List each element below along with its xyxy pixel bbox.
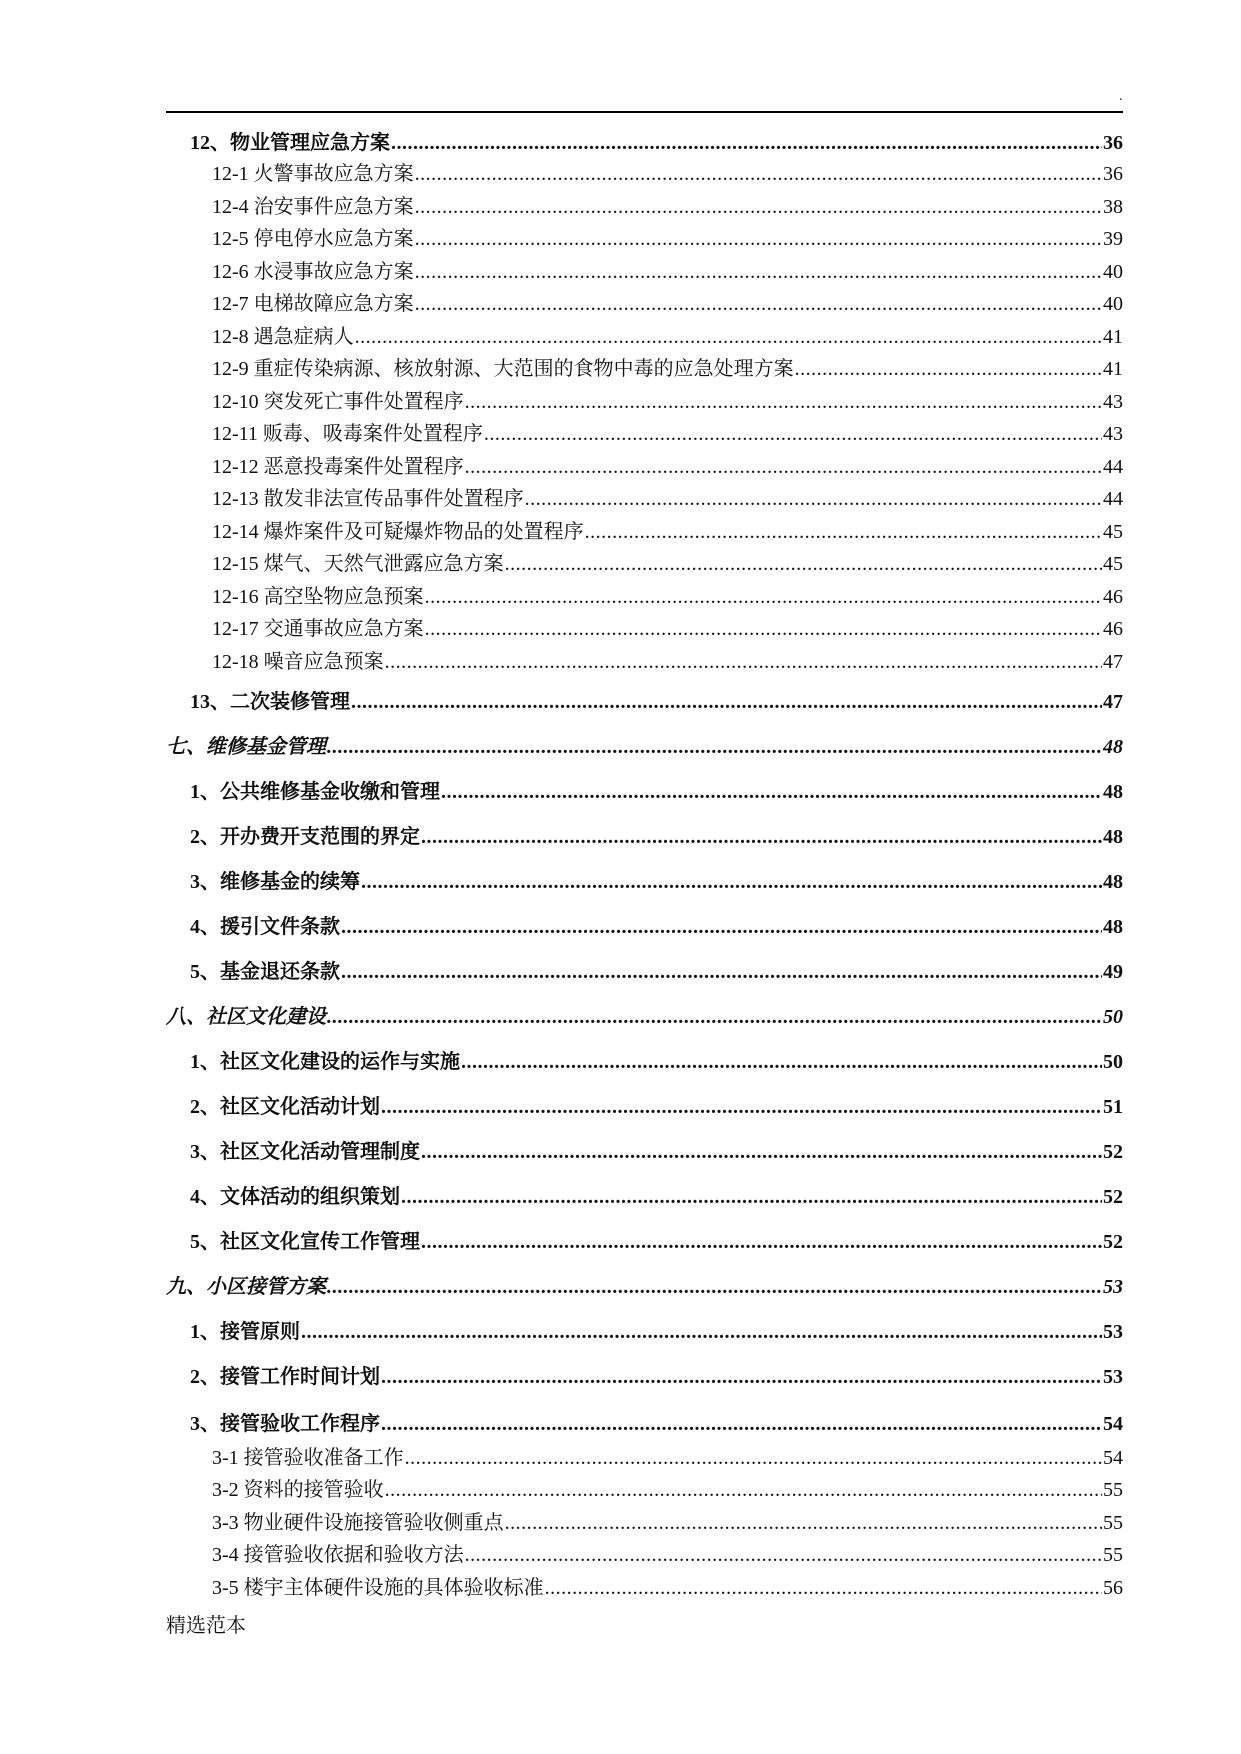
toc-entry[interactable] — [166, 1355, 1123, 1400]
toc-entry[interactable] — [166, 451, 1123, 484]
toc-entry-page: 43 — [1103, 390, 1123, 413]
toc-entry[interactable] — [166, 905, 1123, 950]
toc-entry[interactable] — [166, 1175, 1123, 1220]
toc-entry-label: 3-1 接管验收准备工作 — [212, 1446, 404, 1469]
toc-entry-label: 12-4 治安事件应急方案 — [212, 195, 414, 218]
toc-entry[interactable] — [166, 770, 1123, 815]
toc-entry-page: 41 — [1103, 325, 1123, 348]
toc-entry[interactable] — [166, 1507, 1123, 1540]
toc-entry-label: 2、接管工作时间计划 — [190, 1365, 380, 1388]
toc-entry[interactable] — [166, 581, 1123, 614]
toc-entry-page: 40 — [1103, 293, 1123, 315]
toc-entry-label: 12-6 水浸事故应急方案 — [212, 260, 414, 283]
toc-leader — [545, 1572, 1102, 1605]
toc-entry-label: 5、社区文化宣传工作管理 — [190, 1230, 420, 1253]
toc-entry[interactable] — [166, 725, 1123, 770]
toc-leader — [327, 725, 1102, 770]
toc-entry[interactable] — [166, 646, 1123, 680]
toc-leader — [355, 321, 1102, 354]
toc-entry-page: 45 — [1103, 520, 1123, 543]
toc-entry-page: 52 — [1103, 1140, 1123, 1163]
toc-leader — [465, 1539, 1102, 1572]
toc-entry[interactable] — [166, 223, 1123, 256]
toc-leader — [505, 548, 1102, 581]
toc-entry[interactable] — [166, 613, 1123, 646]
toc-entry-page: 48 — [1103, 735, 1123, 758]
toc-entry-page: 47 — [1103, 690, 1123, 713]
toc-entry-page: 53 — [1103, 1275, 1123, 1298]
toc-leader — [441, 770, 1102, 815]
header-corner-mark: . — [1119, 89, 1123, 104]
toc-entry[interactable] — [166, 1265, 1123, 1310]
toc-entry[interactable] — [166, 950, 1123, 995]
toc-entry-page: 55 — [1103, 1479, 1123, 1501]
toc-entry-label: 12、物业管理应急方案 — [190, 132, 390, 154]
toc-entry-label: 九、小区接管方案 — [166, 1275, 326, 1298]
toc-entry-page: 45 — [1103, 553, 1123, 575]
toc-entry[interactable] — [166, 1474, 1123, 1507]
toc-entry-page: 52 — [1103, 1185, 1123, 1208]
toc-entry-label: 12-8 遇急症病人 — [212, 325, 354, 348]
toc-entry-page: 38 — [1103, 195, 1123, 218]
toc-leader — [381, 1400, 1102, 1448]
toc-entry[interactable] — [166, 353, 1123, 386]
toc-entry-label: 3-3 物业硬件设施接管验收侧重点 — [212, 1511, 504, 1534]
toc-entry-page: 53 — [1103, 1320, 1123, 1343]
footer-text: 精选范本 — [166, 1615, 246, 1637]
toc-entry-page: 41 — [1103, 358, 1123, 380]
toc-entry[interactable] — [166, 128, 1123, 158]
toc-leader — [351, 680, 1102, 725]
toc-entry[interactable] — [166, 418, 1123, 451]
toc-leader — [327, 1265, 1102, 1310]
toc-leader — [385, 1474, 1102, 1507]
toc-entry-label: 12-13 散发非法宣传品事件处置程序 — [212, 488, 524, 510]
toc-entry-label: 3、接管验收工作程序 — [190, 1412, 380, 1435]
toc-entry[interactable] — [166, 815, 1123, 860]
toc-entry-label: 1、接管原则 — [190, 1320, 300, 1343]
toc-entry-label: 12-9 重症传染病源、核放射源、大范围的食物中毒的应急处理方案 — [212, 358, 794, 380]
toc-entry-label: 12-14 爆炸案件及可疑爆炸物品的处置程序 — [212, 520, 584, 543]
toc-entry[interactable] — [166, 288, 1123, 321]
toc-leader — [405, 1442, 1102, 1475]
toc-entry[interactable] — [166, 680, 1123, 725]
toc-leader — [421, 1220, 1102, 1265]
toc-leader — [391, 128, 1102, 158]
toc-leader — [415, 223, 1102, 256]
header-rule — [166, 111, 1123, 113]
toc-entry-page: 47 — [1103, 650, 1123, 673]
toc-leader — [465, 451, 1102, 484]
toc-entry-page: 36 — [1103, 163, 1123, 185]
toc-entry-page: 46 — [1103, 618, 1123, 640]
toc-entry[interactable] — [166, 256, 1123, 289]
toc-entry-page: 48 — [1103, 870, 1123, 893]
toc-leader — [795, 353, 1102, 386]
toc-entry-label: 12-18 噪音应急预案 — [212, 650, 384, 673]
toc-leader — [465, 386, 1102, 419]
toc-entry[interactable] — [166, 1220, 1123, 1265]
toc-entry-page: 52 — [1103, 1230, 1123, 1253]
toc-entry-label: 七、维修基金管理 — [166, 735, 326, 758]
toc-leader — [385, 646, 1102, 679]
toc-entry[interactable] — [166, 995, 1123, 1040]
toc-entry-label: 12-11 贩毒、吸毒案件处置程序 — [212, 423, 483, 445]
toc-entry-label: 3-2 资料的接管验收 — [212, 1479, 384, 1501]
toc-entry-page: 56 — [1103, 1576, 1123, 1599]
toc-entry[interactable] — [166, 483, 1123, 516]
toc-entry[interactable] — [166, 860, 1123, 905]
toc-entry[interactable] — [166, 1442, 1123, 1475]
toc-entry-label: 12-5 停电停水应急方案 — [212, 228, 414, 250]
toc-entry[interactable] — [166, 386, 1123, 419]
toc-entry-page: 49 — [1103, 960, 1123, 983]
toc-entry-page: 44 — [1103, 488, 1123, 510]
toc-entry[interactable] — [166, 1400, 1123, 1442]
toc-entry-page: 54 — [1103, 1412, 1123, 1435]
toc-entry-page: 54 — [1103, 1446, 1123, 1469]
toc-entry-label: 12-12 恶意投毒案件处置程序 — [212, 455, 464, 478]
toc-entry-page: 55 — [1103, 1544, 1123, 1566]
toc-entry-label: 12-15 煤气、天然气泄露应急方案 — [212, 553, 504, 575]
toc-entry-page: 50 — [1103, 1005, 1123, 1028]
toc-leader — [415, 288, 1102, 321]
toc-entry-label: 12-10 突发死亡事件处置程序 — [212, 390, 464, 413]
toc-entry-label: 2、开办费开支范围的界定 — [190, 825, 420, 848]
toc-entry-label: 12-17 交通事故应急方案 — [212, 618, 424, 640]
toc-entry-page: 36 — [1103, 132, 1123, 154]
toc-leader — [301, 1310, 1102, 1355]
toc-entry-page: 48 — [1103, 825, 1123, 848]
toc-entry-label: 5、基金退还条款 — [190, 960, 340, 983]
toc-leader — [484, 418, 1102, 451]
toc-entry-label: 12-16 高空坠物应急预案 — [212, 585, 424, 608]
toc-leader — [525, 483, 1102, 516]
toc-leader — [415, 256, 1102, 289]
toc-entry-label: 4、文体活动的组织策划 — [190, 1185, 400, 1208]
toc-leader — [421, 1130, 1102, 1175]
toc-entry-label: 3-5 楼宇主体硬件设施的具体验收标准 — [212, 1576, 544, 1599]
toc-entry[interactable] — [166, 548, 1123, 581]
toc-leader — [341, 950, 1102, 995]
toc-entry-page: 48 — [1103, 780, 1123, 803]
toc-leader — [421, 815, 1102, 860]
toc-leader — [415, 191, 1102, 224]
toc-entry-label: 3-4 接管验收依据和验收方法 — [212, 1544, 464, 1566]
toc-entry-label: 3、维修基金的续筹 — [190, 870, 360, 893]
toc-leader — [425, 581, 1102, 614]
toc-entry[interactable] — [166, 158, 1123, 191]
toc-leader — [361, 860, 1102, 905]
toc-entry-page: 51 — [1103, 1095, 1123, 1118]
toc-entry-label: 3、社区文化活动管理制度 — [190, 1140, 420, 1163]
toc-entry[interactable] — [166, 1040, 1123, 1085]
toc-entry-page: 39 — [1103, 228, 1123, 250]
toc-entry-label: 12-7 电梯故障应急方案 — [212, 293, 414, 315]
toc-entry[interactable] — [166, 1572, 1123, 1605]
toc-leader — [401, 1175, 1102, 1220]
toc-entry-label: 八、社区文化建设 — [166, 1005, 326, 1028]
toc-entry-label: 1、社区文化建设的运作与实施 — [190, 1050, 460, 1073]
toc-entry-page: 46 — [1103, 585, 1123, 608]
toc-leader — [425, 613, 1102, 646]
toc-entry-page: 53 — [1103, 1365, 1123, 1388]
toc-entry[interactable] — [166, 1310, 1123, 1355]
toc-leader — [585, 516, 1102, 549]
toc-leader — [341, 905, 1102, 950]
toc-entry[interactable] — [166, 321, 1123, 354]
table-of-contents — [166, 128, 1123, 1604]
toc-entry[interactable] — [166, 1130, 1123, 1175]
toc-entry-page: 48 — [1103, 915, 1123, 938]
toc-entry-label: 2、社区文化活动计划 — [190, 1095, 380, 1118]
toc-entry-label: 12-1 火警事故应急方案 — [212, 163, 414, 185]
toc-leader — [505, 1507, 1102, 1540]
toc-entry-page: 43 — [1103, 423, 1123, 445]
toc-entry-page: 50 — [1103, 1050, 1123, 1073]
toc-entry[interactable] — [166, 1539, 1123, 1572]
toc-entry-label: 13、二次装修管理 — [190, 690, 350, 713]
toc-entry[interactable] — [166, 191, 1123, 224]
toc-leader — [415, 158, 1102, 191]
toc-entry-page: 44 — [1103, 455, 1123, 478]
toc-entry-label: 1、公共维修基金收缴和管理 — [190, 780, 440, 803]
toc-entry[interactable] — [166, 1085, 1123, 1130]
toc-leader — [381, 1085, 1102, 1130]
toc-entry-page: 55 — [1103, 1511, 1123, 1534]
toc-entry[interactable] — [166, 516, 1123, 549]
toc-leader — [461, 1040, 1102, 1085]
toc-entry-page: 40 — [1103, 260, 1123, 283]
toc-leader — [381, 1355, 1102, 1400]
toc-leader — [327, 995, 1102, 1040]
toc-entry-label: 4、援引文件条款 — [190, 915, 340, 938]
